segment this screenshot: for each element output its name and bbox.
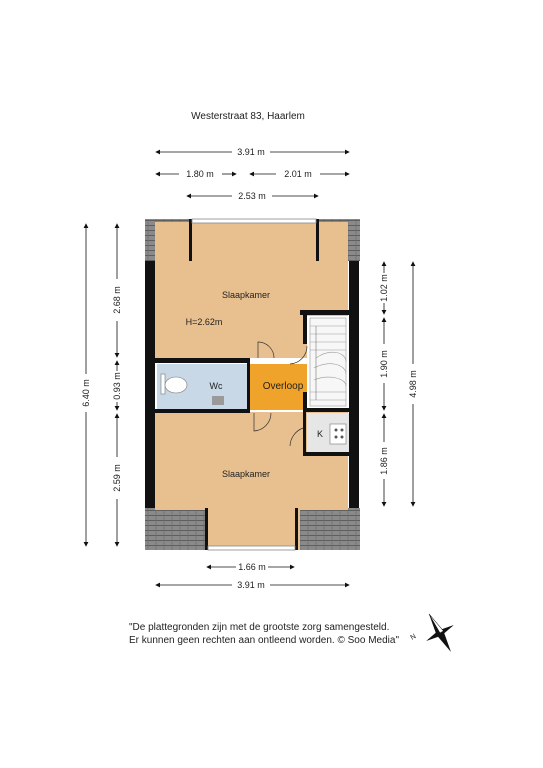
dim-right-lower: 1.86 m: [379, 447, 389, 475]
dim-right-total: 4.98 m: [408, 370, 418, 398]
disclaimer-line-2: Er kunnen geen rechten aan ontleend worden. © Soo Media": [129, 635, 399, 646]
dim-left-upper: 2.68 m: [112, 286, 122, 314]
dim-bottom-inner: 1.66 m: [238, 562, 266, 572]
disclaimer-line-1: "De plattegronden zijn met de grootste zorg samengesteld.: [129, 622, 390, 633]
left-dimensions: [81, 224, 122, 546]
compass-north-label: N: [409, 633, 418, 642]
dim-top-left: 1.80 m: [186, 169, 214, 179]
address-title: Westerstraat 83, Haarlem: [191, 111, 305, 122]
room-label-landing: Overloop: [262, 381, 304, 392]
kitchen-stove-icon: [330, 424, 346, 444]
dim-right-upper: 1.02 m: [379, 274, 389, 302]
dim-right-middle: 1.90 m: [379, 350, 389, 378]
staircase: [310, 318, 346, 406]
dim-top-right: 2.01 m: [284, 169, 312, 179]
bottom-dimensions: [156, 562, 349, 590]
dim-bottom-total: 3.91 m: [237, 580, 265, 590]
compass-icon: [415, 606, 465, 660]
dim-left-lower: 2.59 m: [112, 464, 122, 492]
dim-top-inner: 2.53 m: [238, 191, 266, 201]
dim-top-total: 3.91 m: [237, 147, 265, 157]
dim-left-middle: 0.93 m: [112, 372, 122, 400]
room-label-bedroom-bottom: Slaapkamer: [221, 469, 271, 479]
room-height-label: H=2.62m: [185, 317, 223, 327]
room-label-bedroom-top: Slaapkamer: [221, 290, 271, 300]
top-dimensions: [156, 147, 349, 201]
floor-bottom-bay: [205, 505, 300, 550]
right-dimensions: [379, 262, 418, 506]
room-label-wc: Wc: [209, 381, 223, 391]
sink-icon: [212, 396, 224, 405]
room-label-kitchen: K: [316, 429, 324, 439]
dim-left-total: 6.40 m: [81, 379, 91, 407]
